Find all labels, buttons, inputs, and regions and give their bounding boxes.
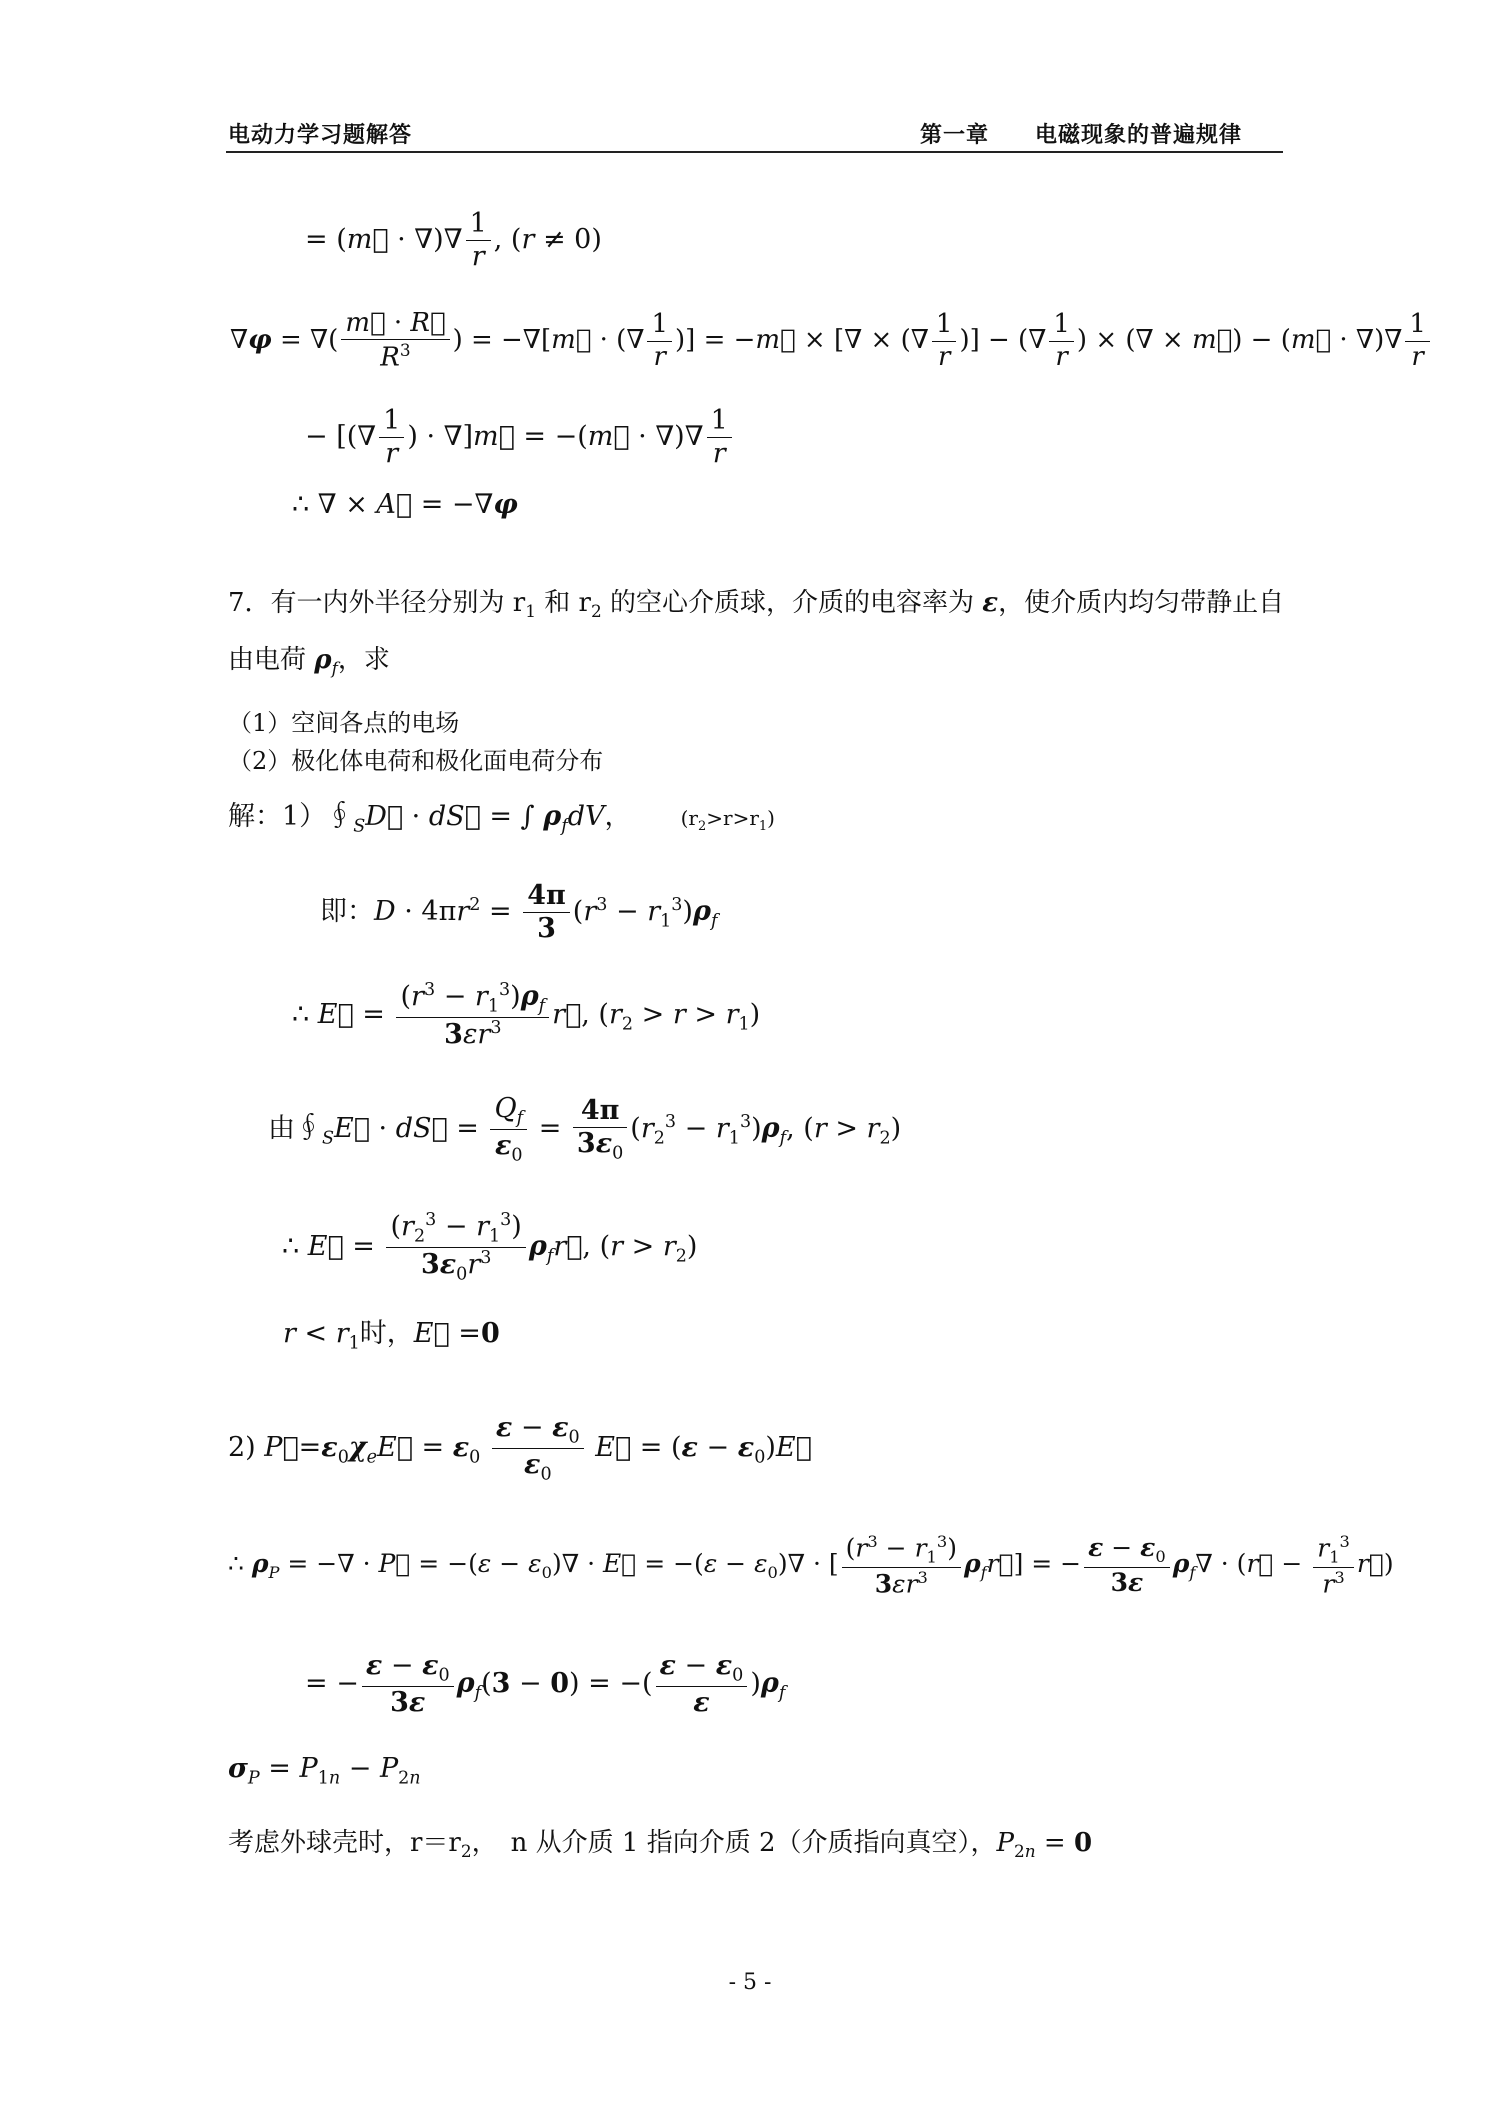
equation-line-4: ∴ ∇ × A⃗ = −∇φ [292, 489, 518, 520]
header-rule [226, 151, 1283, 153]
header-book-title: 电动力学习题解答 [228, 123, 413, 148]
solution-line-1: 解：$1)∮_SD⃗$ · dS⃗ = ∫ $\rho_fdV$， $(r_2>r>r_1)$ [228, 801, 775, 837]
header-chapter: 第一章 [920, 123, 990, 148]
equation-line-3: − [(∇ $\frac{1}{r}$ ) · ∇]m⃗ = −(m⃗ · ∇)∇ $\frac{1}{r}$ [305, 405, 735, 471]
solution-line-5: ∴ E⃗ = $\frac{(r_2^3 - r_1^3)}{3\varepsilon_0r^3}$ $\rho_fr⃗$, $(r > r_2)$ [282, 1210, 698, 1285]
equation-line-2: ∇φ = ∇( $\frac{m⃗ \cdot R⃗}{R^3}$ ) = −∇[m⃗ · (∇ $\frac{1}{r}$ )] = −m⃗ × [∇ × (∇ $\frac{1}{r}$ )] − (∇ $\frac{1}{r}$ ) × (∇ × m⃗) − (m⃗ · ∇)∇ $\frac{1}{r}$ [230, 308, 1433, 374]
question-2: （2）极化体电荷和极化面电荷分布 [228, 747, 604, 775]
solution-line-4: 由$∮_SE⃗$ · dS⃗ = $\frac{Q_f}{\varepsilon_0}$ = $\frac{4\pi}{3\varepsilon_0}$ $(r_2^3 - r_1^3)\rho_f$, $(r > r_2)$ [268, 1093, 902, 1166]
solution-line-6: $r < r_1$时，E⃗ =0 [283, 1318, 500, 1354]
solution-line-7: 2) $P⃗=\varepsilon_0\chi_eE⃗ = \varepsilon_0$ $\frac{\varepsilon - \varepsilon_0}{\varepsilon_0}$ E⃗ = $(\varepsilon - \varepsilon_0)E⃗$ [228, 1412, 812, 1485]
header-chapter-title: 电磁现象的普遍规律 [1035, 123, 1243, 148]
solution-line-10: $\sigma_P = P_{1n} - P_{2n}$ [228, 1753, 421, 1789]
equation-line-1: = (m⃗ · ∇)∇ $\frac{1}{r}$ , (r ≠ 0) [305, 208, 602, 273]
solution-line-3: ∴ E⃗ = $\frac{(r^3 - r_1^3)\rho_f}{3\varepsilon r^3}$ r⃗, $(r_2 > r > r_1)$ [292, 980, 761, 1051]
question-1: （1）空间各点的电场 [228, 709, 460, 737]
solution-line-9: = − $\frac{\varepsilon - \varepsilon_0}{3\varepsilon}$ $\rho_f(3 - 0)$ = −( $\frac{\varepsilon - \varepsilon_0}{\varepsilon}$ )$\rho_f$ [305, 1650, 786, 1719]
solution-line-11: 考虑外球壳时，$r=r_2$， n 从介质 1 指向介质 2（介质指向真空），$P_{2n} = 0$ [228, 1828, 1093, 1862]
page-number: - 5 - [728, 1970, 772, 1995]
solution-line-8: ∴ $\rho_P$ = −∇ · P⃗ = $-(\varepsilon - \varepsilon_0)\nabla$ · E⃗ = $-(\varepsilon - \varepsilon_0)\nabla$ · [ $\frac{(r^3 - r_1^3)}{3\varepsilon r^3}$ $\rho_fr⃗$] = − $\frac{\varepsilon - \varepsilon_0}{3\varepsilon}$ $\rho_f\nabla$ · (r⃗ − $\frac{r_1^3}{r^3}$ r⃗) [228, 1532, 1394, 1599]
solution-line-2: 即：$D \cdot 4\pi r^2$ = $\frac{4\pi}{3}$ $(r^3 - r_1^3)\rho_f$ [320, 880, 718, 945]
problem-statement-line-1: 7．有一内外半径分别为 $r_1$ 和 $r_2$ 的空心介质球，介质的电容率为 ε，使介质内均匀带静止自 [228, 588, 1285, 622]
problem-statement-line-2: 由电荷 $\rho_f$，求 [228, 645, 390, 679]
